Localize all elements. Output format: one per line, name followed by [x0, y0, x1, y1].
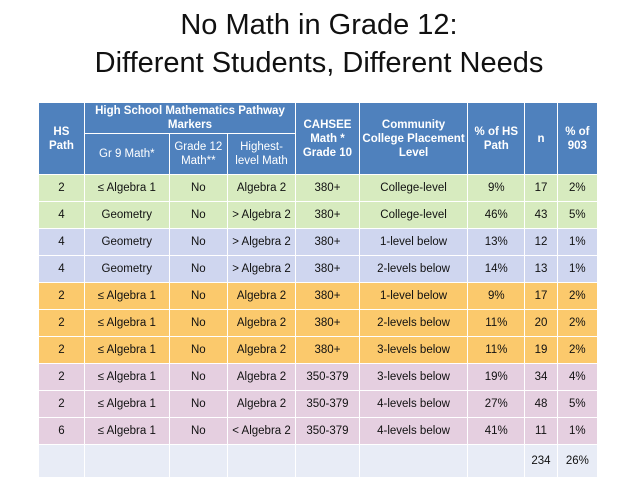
- cell-highest: Algebra 2: [227, 391, 295, 418]
- cell-gr12: No: [169, 283, 227, 310]
- slide-title: [0, 6, 638, 82]
- cell-highest: Algebra 2: [227, 283, 295, 310]
- table-row: [39, 391, 598, 418]
- table-row: [39, 256, 598, 283]
- cell-placement: College-level: [359, 202, 467, 229]
- cell-pct-903: 2%: [557, 175, 597, 202]
- cell-cahsee: 380+: [296, 202, 360, 229]
- cell-pct-903: 5%: [557, 202, 597, 229]
- cell-pct-path: 27%: [468, 391, 525, 418]
- table-row: [39, 175, 598, 202]
- cell-path: 2: [39, 391, 85, 418]
- cell-placement: 4-levels below: [359, 391, 467, 418]
- cell-cahsee: 380+: [296, 229, 360, 256]
- cell-gr9: ≤ Algebra 1: [84, 310, 169, 337]
- cell-placement: 3-levels below: [359, 337, 467, 364]
- table-row: [39, 229, 598, 256]
- cell-pct-path: 41%: [468, 418, 525, 445]
- cell-path: 4: [39, 256, 85, 283]
- cell-highest: > Algebra 2: [227, 202, 295, 229]
- header-highest-level: Highest-level Math: [227, 134, 295, 175]
- cell-cahsee: 380+: [296, 337, 360, 364]
- cell-pct-903: 2%: [557, 283, 597, 310]
- cell-gr12: No: [169, 418, 227, 445]
- cell-gr9: Geometry: [84, 202, 169, 229]
- cell-cahsee: 380+: [296, 283, 360, 310]
- cell-cahsee: 350-379: [296, 364, 360, 391]
- cell-pct-path: 13%: [468, 229, 525, 256]
- cell-gr12: No: [169, 256, 227, 283]
- cell-pct-903: 2%: [557, 337, 597, 364]
- cell-gr9: ≤ Algebra 1: [84, 283, 169, 310]
- cell-gr9: Geometry: [84, 229, 169, 256]
- cell-empty: [169, 445, 227, 478]
- header-cahsee: CAHSEE Math * Grade 10: [296, 103, 360, 175]
- cell-highest: Algebra 2: [227, 364, 295, 391]
- cell-gr9: ≤ Algebra 1: [84, 337, 169, 364]
- cell-highest: Algebra 2: [227, 310, 295, 337]
- cell-path: 2: [39, 364, 85, 391]
- cell-empty: [227, 445, 295, 478]
- cell-pct-903: 1%: [557, 418, 597, 445]
- cell-highest: Algebra 2: [227, 337, 295, 364]
- cell-placement: 4-levels below: [359, 418, 467, 445]
- cell-pct-903: 5%: [557, 391, 597, 418]
- cell-path: 2: [39, 175, 85, 202]
- cell-n: 20: [525, 310, 557, 337]
- cell-pct-903: 2%: [557, 310, 597, 337]
- cell-n: 19: [525, 337, 557, 364]
- cell-n: 13: [525, 256, 557, 283]
- cell-gr12: No: [169, 229, 227, 256]
- cell-cahsee: 380+: [296, 175, 360, 202]
- cell-empty: [296, 445, 360, 478]
- cell-empty: [39, 445, 85, 478]
- cell-pct-903: 4%: [557, 364, 597, 391]
- header-hs-path: HS Path: [39, 103, 85, 175]
- cell-placement: College-level: [359, 175, 467, 202]
- cell-highest: < Algebra 2: [227, 418, 295, 445]
- pathway-table: [38, 102, 598, 478]
- header-pct-903: % of 903: [557, 103, 597, 175]
- cell-n: 48: [525, 391, 557, 418]
- title-line-2: Different Students, Different Needs: [94, 47, 544, 79]
- title-line-1: No Math in Grade 12:: [180, 9, 458, 41]
- cell-cahsee: 380+: [296, 310, 360, 337]
- cell-placement: 3-levels below: [359, 364, 467, 391]
- header-cc-placement: Community College Placement Level: [359, 103, 467, 175]
- cell-pct-path: 14%: [468, 256, 525, 283]
- cell-gr12: No: [169, 364, 227, 391]
- cell-highest: > Algebra 2: [227, 229, 295, 256]
- total-pct-903: 26%: [557, 445, 597, 478]
- cell-gr9: ≤ Algebra 1: [84, 391, 169, 418]
- table-row: [39, 310, 598, 337]
- cell-gr9: ≤ Algebra 1: [84, 175, 169, 202]
- cell-gr12: No: [169, 310, 227, 337]
- cell-path: 4: [39, 229, 85, 256]
- table-row: [39, 283, 598, 310]
- header-pct-hs-path: % of HS Path: [468, 103, 525, 175]
- table-row: [39, 202, 598, 229]
- cell-cahsee: 380+: [296, 256, 360, 283]
- cell-pct-903: 1%: [557, 256, 597, 283]
- cell-empty: [84, 445, 169, 478]
- cell-gr12: No: [169, 175, 227, 202]
- table-row: [39, 364, 598, 391]
- cell-cahsee: 350-379: [296, 418, 360, 445]
- cell-gr9: ≤ Algebra 1: [84, 418, 169, 445]
- cell-path: 6: [39, 418, 85, 445]
- header-gr9-math: Gr 9 Math*: [84, 134, 169, 175]
- table-row: [39, 418, 598, 445]
- cell-placement: 2-levels below: [359, 310, 467, 337]
- cell-placement: 1-level below: [359, 229, 467, 256]
- cell-gr9: Geometry: [84, 256, 169, 283]
- cell-cahsee: 350-379: [296, 391, 360, 418]
- cell-n: 17: [525, 283, 557, 310]
- cell-pct-path: 11%: [468, 337, 525, 364]
- header-pathway-markers: High School Mathematics Pathway Markers: [84, 103, 295, 134]
- cell-n: 17: [525, 175, 557, 202]
- cell-pct-path: 9%: [468, 175, 525, 202]
- cell-pct-path: 46%: [468, 202, 525, 229]
- cell-path: 2: [39, 337, 85, 364]
- cell-pct-path: 11%: [468, 310, 525, 337]
- cell-gr12: No: [169, 337, 227, 364]
- header-gr12-math: Grade 12 Math**: [169, 134, 227, 175]
- cell-path: 4: [39, 202, 85, 229]
- cell-highest: Algebra 2: [227, 175, 295, 202]
- cell-path: 2: [39, 283, 85, 310]
- cell-gr12: No: [169, 391, 227, 418]
- cell-n: 43: [525, 202, 557, 229]
- cell-empty: [468, 445, 525, 478]
- cell-n: 11: [525, 418, 557, 445]
- cell-path: 2: [39, 310, 85, 337]
- cell-placement: 2-levels below: [359, 256, 467, 283]
- cell-empty: [359, 445, 467, 478]
- cell-n: 12: [525, 229, 557, 256]
- cell-placement: 1-level below: [359, 283, 467, 310]
- cell-pct-path: 9%: [468, 283, 525, 310]
- table-row: [39, 337, 598, 364]
- header-n: n: [525, 103, 557, 175]
- cell-gr12: No: [169, 202, 227, 229]
- cell-highest: > Algebra 2: [227, 256, 295, 283]
- cell-n: 34: [525, 364, 557, 391]
- cell-pct-path: 19%: [468, 364, 525, 391]
- cell-gr9: ≤ Algebra 1: [84, 364, 169, 391]
- total-row: [39, 445, 598, 478]
- cell-pct-903: 1%: [557, 229, 597, 256]
- total-n: 234: [525, 445, 557, 478]
